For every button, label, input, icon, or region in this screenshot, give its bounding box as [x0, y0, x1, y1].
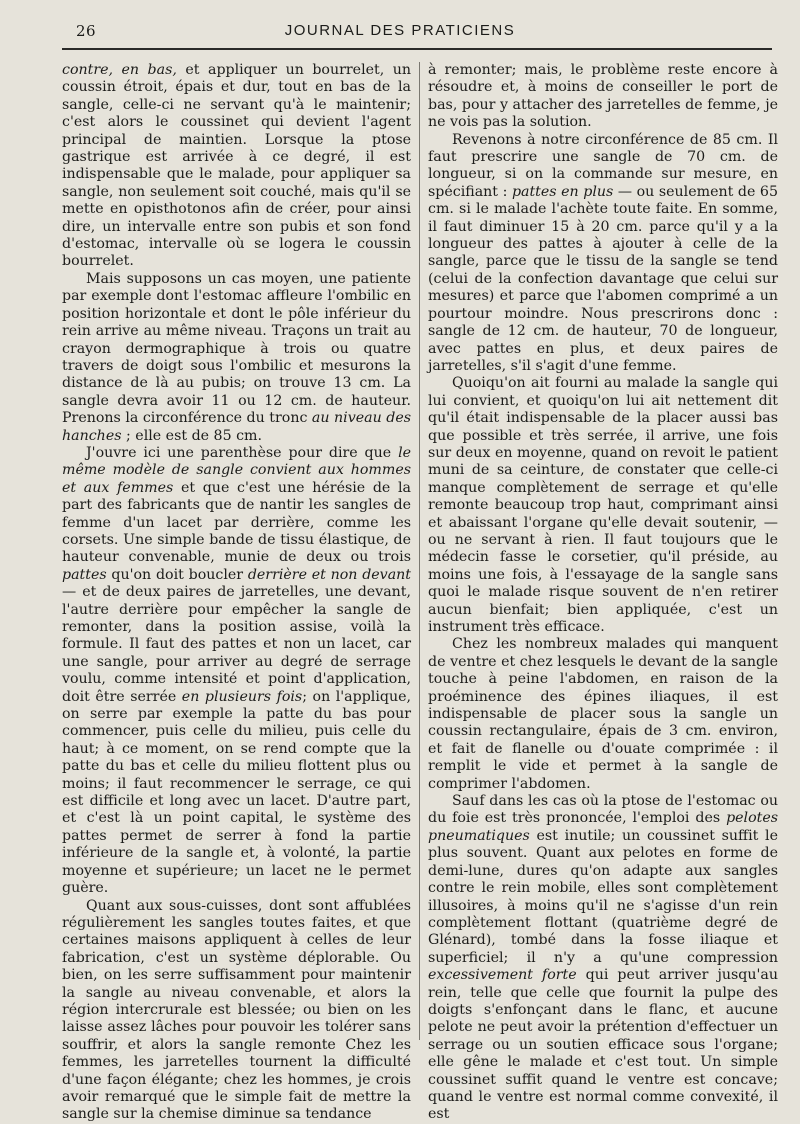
text-run: Revenons à notre circonférence de 85 cm. Il faut prescrire une sangle de 70 cm. de longueur, si on la commande sur mesure, en spécifiant : [428, 131, 778, 200]
paragraph [428, 375, 778, 636]
italic-text-run: en plusieurs fois [181, 688, 303, 705]
text-run: Sauf dans les cas où la ptose de l'estomac ou du foie est très prononcée, l'emploi des [428, 793, 778, 827]
left-column [62, 62, 411, 1124]
paragraph [428, 132, 778, 376]
right-column [428, 62, 778, 1124]
text-run: Quoiqu'on ait fourni au malade la sangle qui lui convient, et quoiqu'on lui ait nettement dit qu'il était indispensable de la placer aussi bas que possible et très serrée, il arrive, une fois sur deux en moyenne, quand on revoit le patient muni de sa ceinture, de constater que celle-ci manque complètement de serrage et qu'elle remonte beaucoup trop haut, comprimant ainsi et abaissant l'organe qu'elle devait soutenir, — ou ne servant à rien. Il faut toujours que le médecin fasse le corsetier, qu'il préside, au moins une fois, à l'essayage de la sangle sans quoi le malade risque souvent de n'en retirer aucun bienfait; bien appliquée, c'est un instrument très efficace. [428, 375, 778, 635]
paragraph [428, 636, 778, 793]
text-run: qu'on doit boucler [106, 566, 248, 583]
text-run: — et de deux paires de jarretelles, une devant, l'autre derrière pour empêcher la sangle de remonter, dans la position assise, voilà la formule. Il faut des pattes et non un lacet, car une sangle, pour arriver au degré de serrage voulu, comme intensité et point d'application, doit être serrée [62, 584, 411, 705]
text-run: ; elle est de 85 cm. [121, 427, 263, 444]
italic-text-run: excessivement forte [428, 967, 577, 984]
text-run: Quant aux sous-cuisses, dont sont affublées régulièrement les sangles toutes faites, et que certaines maisons appliquent à celles de leur fabrication, c'est un système déplorable. Ou bien, on les serre suffisamment pour maintenir la sangle au niveau convenable, et alors la région intercrurale est blessée; ou bien on les laisse assez lâches pour pouvoir les tolérer sans souffrir, et alors la sangle remonte Chez les femmes, les jarretelles tournent la difficulté d'une façon élégante; chez les hommes, je crois avoir remarqué que le simple fait de mettre la sangle sur la chemise diminue sa tendance [62, 897, 411, 1123]
text-run: à remonter; mais, le problème reste encore à résoudre et, à moins de conseiller le port de bas, pour y attacher des jarretelles de femme, je ne vois pas la solution. [428, 62, 778, 131]
italic-text-run: pattes en plus [511, 183, 614, 200]
italic-text-run: le même modèle de sangle convient aux hommes et aux femmes [62, 444, 411, 496]
italic-text-run: au niveau des hanches [62, 410, 411, 444]
page-header [62, 22, 738, 44]
paragraph [428, 793, 778, 1124]
page-number: 26 [76, 22, 97, 40]
journal-title: JOURNAL DES PRATICIENS [284, 22, 516, 39]
text-run: qui peut arriver jusqu'au rein, telle que celle que fournit la pulpe des doigts s'enfonçant dans le flanc, et aucune pelote ne peut avoir la prétention d'effectuer un serrage ou un soutien efficace sous l'organe; elle gêne le malade et c'est tout. Un simple coussinet suffit quand le ventre est concave; quand le ventre est normal comme convexité, il est [428, 967, 778, 1123]
text-run: Mais supposons un cas moyen, une patiente par exemple dont l'estomac affleure l'ombilic en position horizontale et dont le pôle inférieur du rein arrive au même niveau. Traçons un trait au crayon dermographique à trois ou quatre travers de doigt sous l'ombilic et mesurons la distance de là au pubis; on trouve 13 cm. La sangle devra avoir 11 ou 12 cm. de hauteur. Prenons la circonférence du tronc [62, 270, 411, 427]
text-run: J'ouvre ici une parenthèse pour dire que [86, 444, 399, 461]
italic-text-run: contre, en bas, [62, 62, 177, 78]
paragraph [62, 898, 411, 1124]
text-run: et appliquer un bourrelet, un coussin étroit, épais et dur, tout en bas de la sangle, celle-ci ne servant qu'à le maintenir; c'est alors le coussinet qui devient l'agent principal de maintien. Lorsque la ptose gastrique est arrivée à ce degré, il est indispensable que le malade, pour appliquer sa sangle, non seulement soit couché, mais qu'il se mette en opisthotonos afin de créer, pour ainsi dire, un intervalle entre son pubis et son fond d'estomac, intervalle où se logera le coussin bourrelet. [62, 62, 411, 270]
text-run: ; on l'applique, on serre par exemple la patte du bas pour commencer, puis celle du milieu, puis celle du haut; à ce moment, on se rend compte que la patte du bas et celle du milieu flottent plus ou moins; il faut recommencer le serrage, ce qui est difficile et long avec un lacet. D'autre part, et c'est là un point capital, le système des pattes permet de serrer à fond la partie inférieure de la sangle et, à volonté, la partie moyenne et supérieure; un lacet ne le permet guère. [62, 688, 411, 897]
header-rule [62, 48, 772, 50]
paragraph [62, 62, 411, 271]
paragraph [62, 271, 411, 445]
text-run: — ou seulement de 65 cm. si le malade l'achète toute faite. En somme, il faut diminuer 15 à 20 cm. parce qu'il y a la longueur des pattes à ajouter à celle de la sangle, parce que le tissu de la sangle se tend (celui de la confection davantage que celui sur mesures) et parce que l'abomen comprimé a un pourtour moindre. Nous prescrirons donc : sangle de 12 cm. de hauteur, 70 de longueur, avec pattes en plus, et deux paires de jarretelles, s'il s'agit d'une femme. [428, 183, 778, 374]
italic-text-run: pelotes pneumatiques [428, 810, 778, 844]
paragraph [62, 445, 411, 898]
italic-text-run: derrière et non devant [247, 566, 411, 583]
italic-text-run: pattes [62, 566, 107, 583]
text-run: est inutile; un coussinet suffit le plus souvent. Quant aux pelotes en forme de demi-lune, dures qu'on adapte aux sangles contre le rein mobile, elles sont complètement illusoires, à moins qu'il ne s'agisse d'un rein complètement flottant (quatrième degré de Glénard), tombé dans la fosse iliaque et superficiel; il n'y a qu'une compression [428, 827, 778, 966]
column-divider [419, 62, 420, 1040]
paragraph [428, 62, 778, 132]
text-run: Chez les nombreux malades qui manquent de ventre et chez lesquels le devant de la sangle touche à peine l'abdomen, en raison de la proéminence des épines iliaques, il est indispensable de placer sous la sangle un coussin rectangulaire, épais de 3 cm. environ, et fait de flanelle ou d'ouate comprimée : il remplit le vide et permet à la sangle de comprimer l'abdomen. [428, 636, 778, 792]
text-run: et que c'est une hérésie de la part des fabricants que de nantir les sangles de femme d'un lacet par derrière, comme les corsets. Une simple bande de tissu élastique, de hauteur convenable, munie de deux ou trois [62, 479, 412, 566]
